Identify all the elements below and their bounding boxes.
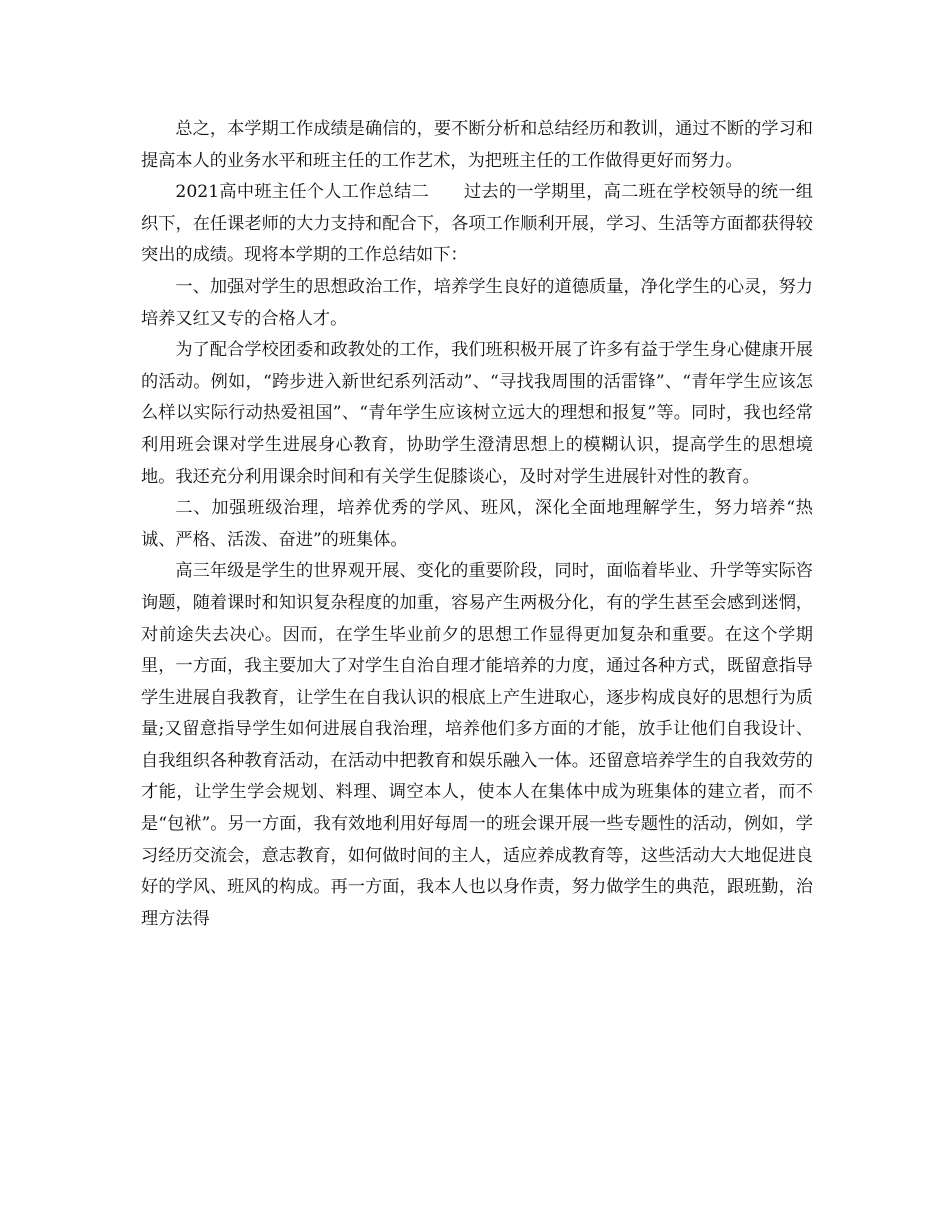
paragraph-class-management: 高三年级是学生的世界观开展、变化的重要阶段，同时，面临着毕业、升学等实际咨询题，随着课时和知识复杂程度的加重，容易产生两极分化，有的学生甚至会感到迷惘，对前途失去决心。因而，在学生毕业前夕的思想工作显得更加复杂和重要。在这个学期里，一方面，我主要加大了对学生自治自理才能培养的力度，通过各种方式，既留意指导学生进展自我教育，让学生在自我认识的根底上产生进取心，逐步构成良好的思想行为质量;又留意指导学生如何进展自我治理，培养他们多方面的才能，放手让他们自我设计、自我组织各种教育活动，在活动中把教育和娱乐融入一体。还留意培养学生的自我效劳的才能，让学生学会规划、料理、调空本人，使本人在集体中成为班集体的建立者，而不是“包袱”。另一方面，我有效地利用好每周一的班会课开展一些专题性的活动，例如，学习经历交流会，意志教育，如何做时间的主人，适应养成教育等，这些活动大大地促进良好的学风、班风的构成。再一方面，我本人也以身作责，努力做学生的典范，跟班勤，治理方法得 — [141, 561, 813, 929]
paragraph-heading-two: 二、加强班级治理，培养优秀的学风、班风，深化全面地理解学生，努力培养“热诚、严格、活泼、奋进”的班集体。 — [141, 498, 813, 550]
paragraph-report-intro: 2021高中班主任个人工作总结二 过去的一学期里，高二班在学校领导的统一组织下，在任课老师的大力支持和配合下，各项工作顺利开展，学习、生活等方面都获得较突出的成绩。现将本学期的工作总结如下： — [141, 182, 813, 266]
paragraph-activities: 为了配合学校团委和政教处的工作，我们班积极开展了许多有益于学生身心健康开展的活动。例如，“跨步进入新世纪系列活动”、“寻找我周围的活雷锋”、“青年学生应该怎么样以实际行动热爱祖国”、“青年学生应该树立远大的理想和报复”等。同时，我也经常利用班会课对学生进展身心教育，协助学生澄清思想上的模糊认识，提高学生的思想境地。我还充分利用课余时间和有关学生促膝谈心，及时对学生进展针对性的教育。 — [141, 340, 813, 487]
paragraph-summary: 总之，本学期工作成绩是确信的，要不断分析和总结经历和教训，通过不断的学习和提高本人的业务水平和班主任的工作艺术，为把班主任的工作做得更好而努力。 — [141, 119, 813, 171]
paragraph-heading-one: 一、加强对学生的思想政治工作，培养学生良好的道德质量，净化学生的心灵，努力培养又红又专的合格人才。 — [141, 276, 813, 329]
document-page — [141, 114, 813, 935]
